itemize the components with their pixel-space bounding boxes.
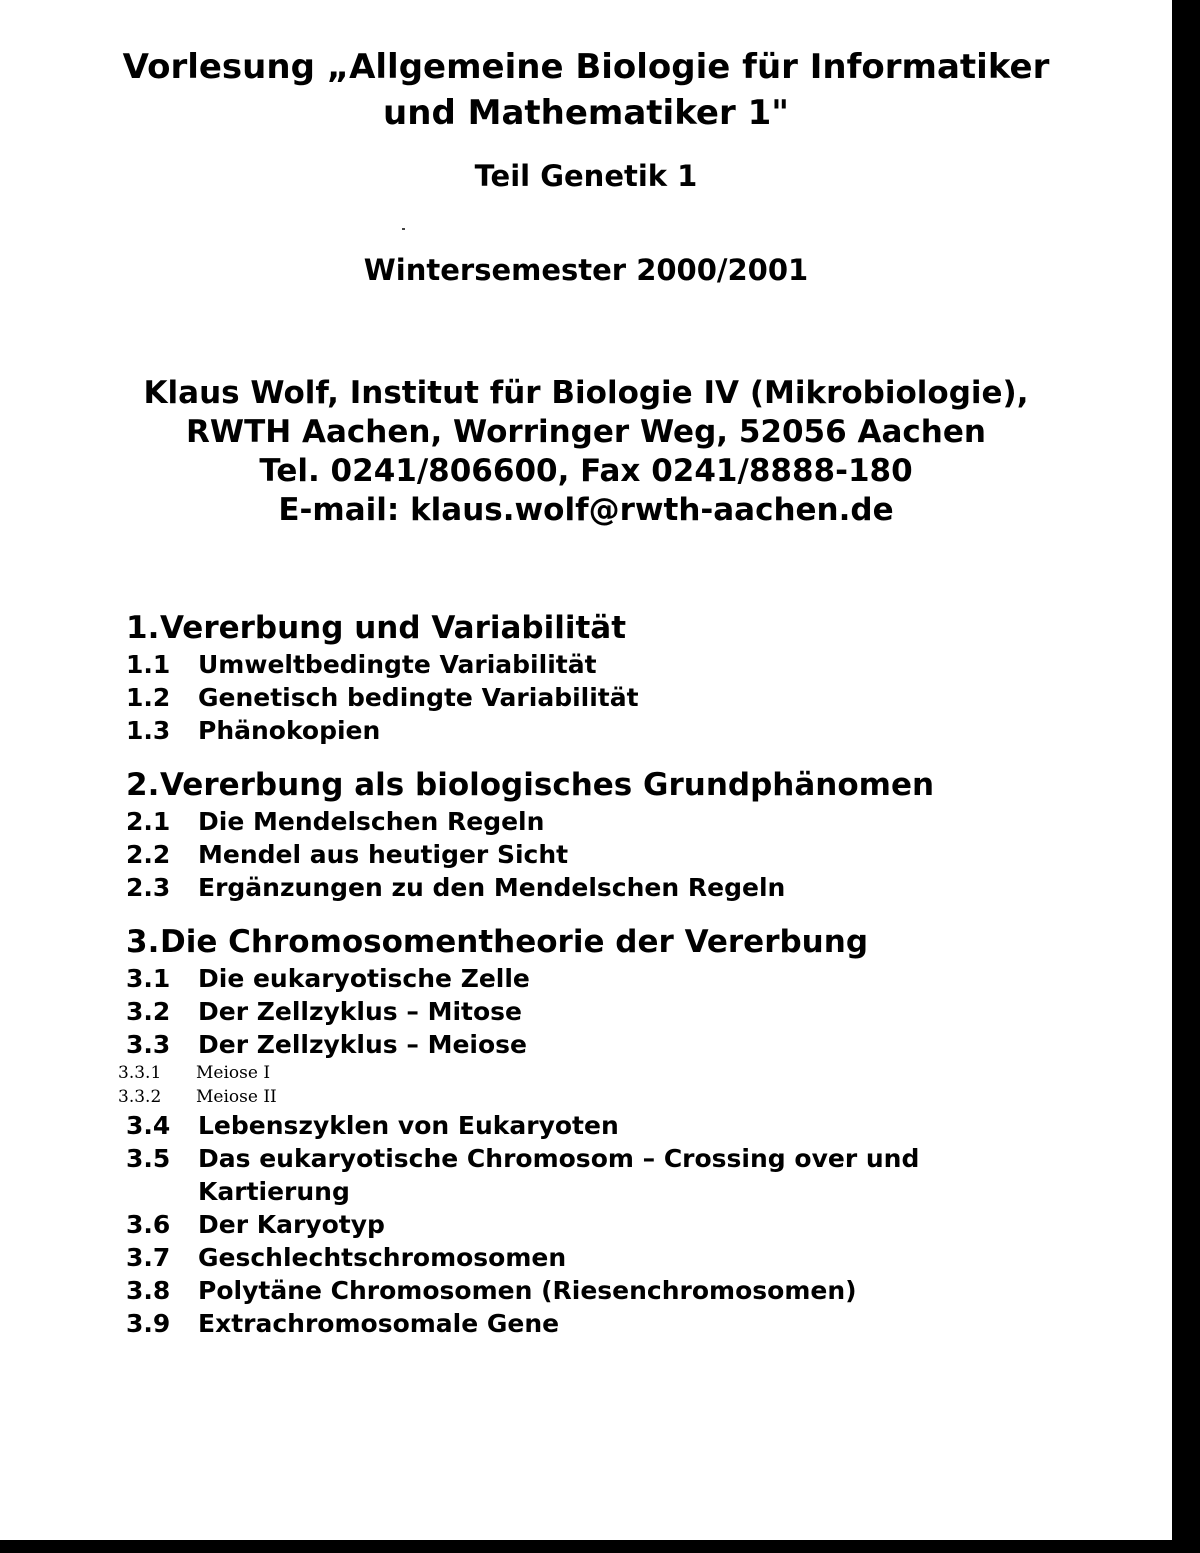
contact-line-phone: Tel. 0241/806600, Fax 0241/8888-180 <box>259 453 913 489</box>
section-list <box>118 962 1126 1340</box>
section-title: Ergänzungen zu den Mendelschen Regeln <box>198 873 786 902</box>
subsection-title: Meiose II <box>196 1087 277 1107</box>
section-number: 3.1 <box>126 964 171 993</box>
title-line-2: und Mathematiker 1" <box>383 93 789 133</box>
section-title: Umweltbedingte Variabilität <box>198 650 597 679</box>
chapter-title: Vererbung und Variabilität <box>160 610 627 646</box>
table-of-contents <box>118 608 1126 1358</box>
section-number: 2.2 <box>126 840 171 869</box>
list-item <box>126 1109 1126 1142</box>
subsection-number: 3.3.2 <box>118 1087 162 1107</box>
section-number: 2.1 <box>126 807 171 836</box>
semester: Wintersemester 2000/2001 <box>363 253 809 287</box>
contact-line-email: E-mail: klaus.wolf@rwth-aachen.de <box>278 492 894 528</box>
section-number: 1.2 <box>126 683 171 712</box>
section-title: Phänokopien <box>198 716 381 745</box>
list-item <box>126 838 1126 871</box>
chapter-number: 1. <box>126 610 160 646</box>
section-title: Das eukaryotische Chromosom – Crossing over und Kartierung <box>198 1144 920 1206</box>
list-item <box>126 1307 1126 1340</box>
section-list <box>126 805 1126 904</box>
section-title: Mendel aus heutiger Sicht <box>198 840 569 869</box>
title-line-1: Vorlesung „Allgemeine Biologie für Informatiker <box>122 47 1050 87</box>
contact-line-address: RWTH Aachen, Worringer Weg, 52056 Aachen <box>186 414 986 450</box>
section-number: 3.4 <box>126 1111 171 1140</box>
list-item <box>126 1208 1126 1241</box>
list-item <box>126 648 1126 681</box>
section-title: Die eukaryotische Zelle <box>198 964 530 993</box>
section-number: 2.3 <box>126 873 171 902</box>
section-title: Der Karyotyp <box>198 1210 385 1239</box>
section-title: Lebenszyklen von Eukaryoten <box>198 1111 619 1140</box>
chapter-number: 3. <box>126 924 160 960</box>
list-item <box>126 1142 958 1208</box>
list-item <box>126 1274 1126 1307</box>
scan-speck <box>402 228 405 230</box>
subsection-title: Meiose I <box>196 1063 271 1083</box>
list-item <box>126 805 1126 838</box>
chapter-title: Die Chromosomentheorie der Vererbung <box>160 924 869 960</box>
section-title: Extrachromosomale Gene <box>198 1309 560 1338</box>
section-number: 1.1 <box>126 650 171 679</box>
section-title: Die Mendelschen Regeln <box>198 807 545 836</box>
chapter-heading <box>126 922 1126 962</box>
subsection-item <box>118 1085 1126 1109</box>
contact-line-author: Klaus Wolf, Institut für Biologie IV (Mikrobiologie), <box>143 375 1029 411</box>
section-number: 1.3 <box>126 716 171 745</box>
list-item <box>126 1241 1126 1274</box>
scan-border-right <box>1172 0 1200 1553</box>
part-subtitle: Teil Genetik 1 <box>474 159 698 193</box>
chapter-heading <box>126 608 1126 648</box>
section-title: Polytäne Chromosomen (Riesenchromosomen) <box>198 1276 857 1305</box>
subsection-number: 3.3.1 <box>118 1063 162 1083</box>
section-title: Geschlechtschromosomen <box>198 1243 567 1272</box>
document-title <box>0 44 1172 136</box>
section-number: 3.5 <box>126 1144 171 1173</box>
section-title: Genetisch bedingte Variabilität <box>198 683 639 712</box>
list-item <box>126 871 1126 904</box>
scan-border-bottom <box>0 1540 1200 1553</box>
list-item <box>126 1028 1126 1061</box>
chapter-number: 2. <box>126 767 160 803</box>
section-number: 3.8 <box>126 1276 171 1305</box>
list-item <box>126 962 1126 995</box>
contact-block <box>0 374 1172 530</box>
section-list <box>126 648 1126 747</box>
chapter-title: Vererbung als biologisches Grundphänomen <box>160 767 935 803</box>
chapter-heading <box>126 765 1126 805</box>
section-title: Der Zellzyklus – Mitose <box>198 997 522 1026</box>
list-item <box>126 681 1126 714</box>
list-item <box>126 995 1126 1028</box>
section-number: 3.3 <box>126 1030 171 1059</box>
subsection-item <box>118 1061 1126 1085</box>
section-title: Der Zellzyklus – Meiose <box>198 1030 528 1059</box>
section-number: 3.9 <box>126 1309 171 1338</box>
section-number: 3.6 <box>126 1210 171 1239</box>
section-number: 3.2 <box>126 997 171 1026</box>
section-number: 3.7 <box>126 1243 171 1272</box>
list-item <box>126 714 1126 747</box>
